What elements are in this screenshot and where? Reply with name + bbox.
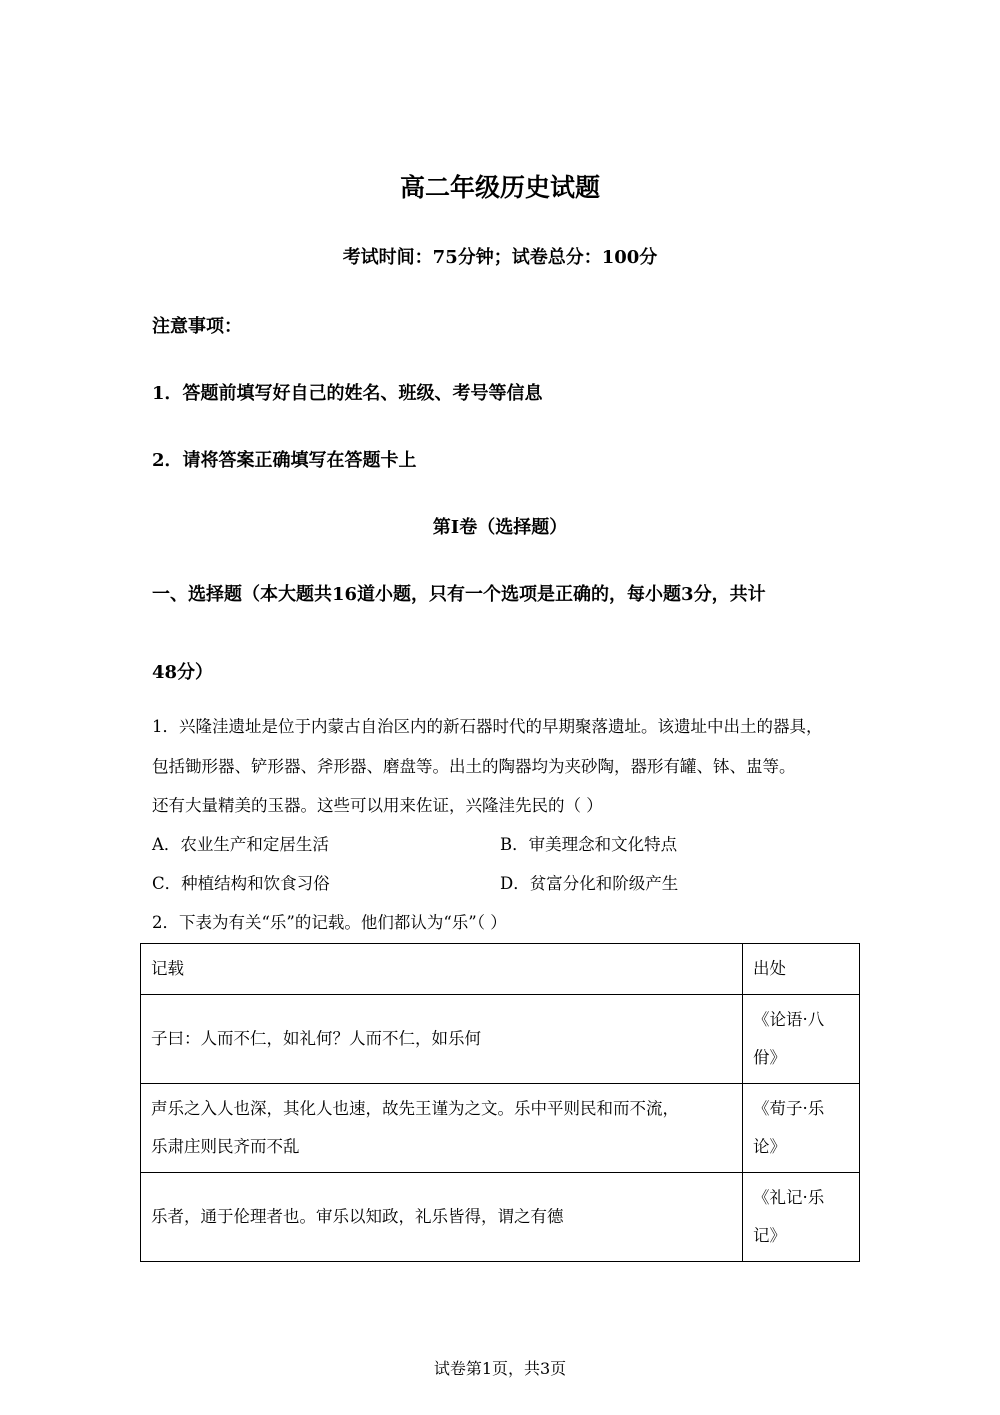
- header-record: 记载: [141, 944, 743, 995]
- records-table: [140, 943, 860, 1262]
- note-item-1: 1．答题前填写好自己的姓名、班级、考号等信息: [152, 383, 543, 404]
- source-line: 记》: [753, 1226, 786, 1245]
- source-line: 《论语·八: [753, 1010, 825, 1029]
- record-text: [141, 1084, 743, 1173]
- record-text-line: 子曰：人而不仁，如礼何？人而不仁，如乐何: [151, 1029, 481, 1048]
- volume-heading: 第I卷（选择题）: [432, 517, 568, 538]
- record-text-line: 乐者，通于伦理者也。审乐以知政，礼乐皆得，谓之有德: [151, 1207, 564, 1226]
- record-text: [141, 995, 743, 1084]
- part-heading-line1: 一、选择题（本大题共16道小题，只有一个选项是正确的，每小题3分，共计: [152, 584, 766, 605]
- source-line: 《礼记·乐: [753, 1188, 825, 1207]
- notes-heading: 注意事项：: [152, 316, 242, 337]
- question-1-line1: 1．兴隆洼遗址是位于内蒙古自治区内的新石器时代的早期聚落遗址。该遗址中出土的器具，: [152, 717, 823, 736]
- header-source: 出处: [743, 944, 860, 995]
- table-row: [141, 1084, 860, 1173]
- note-item-2: 2．请将答案正确填写在答题卡上: [152, 450, 417, 471]
- source-line: 佾》: [753, 1048, 786, 1067]
- option-c[interactable]: C．种植结构和饮食习俗: [152, 874, 330, 893]
- record-text-line: 乐肃庄则民齐而不乱: [151, 1137, 300, 1156]
- question-2-stem: 2．下表为有关“乐”的记载。他们都认为“乐”（ ）: [152, 913, 507, 932]
- page-title: 高二年级历史试题: [399, 173, 600, 202]
- exam-info: 考试时间：75分钟；试卷总分：100分: [342, 247, 658, 268]
- record-text: [141, 1173, 743, 1262]
- option-d[interactable]: D．贫富分化和阶级产生: [500, 874, 679, 893]
- record-source: [743, 1084, 860, 1173]
- table-header-row: [141, 944, 860, 995]
- source-line: 论》: [753, 1137, 786, 1156]
- table-row: [141, 1173, 860, 1262]
- option-a[interactable]: A．农业生产和定居生活: [152, 835, 329, 854]
- record-source: [743, 995, 860, 1084]
- source-line: 《荀子·乐: [753, 1099, 825, 1118]
- part-heading-line2: 48分）: [152, 662, 214, 683]
- record-text-line: 声乐之入人也深，其化人也速，故先王谨为之文。乐中平则民和而不流，: [151, 1099, 679, 1118]
- question-1-line2: 包括锄形器、铲形器、斧形器、磨盘等。出土的陶器均为夹砂陶，器形有罐、钵、盅等。: [152, 757, 796, 776]
- option-b[interactable]: B．审美理念和文化特点: [500, 835, 678, 854]
- record-source: [743, 1173, 860, 1262]
- table-row: [141, 995, 860, 1084]
- question-1-line3: 还有大量精美的玉器。这些可以用来佐证，兴隆洼先民的（ ）: [152, 796, 603, 815]
- page-footer: 试卷第1页，共3页: [433, 1359, 567, 1378]
